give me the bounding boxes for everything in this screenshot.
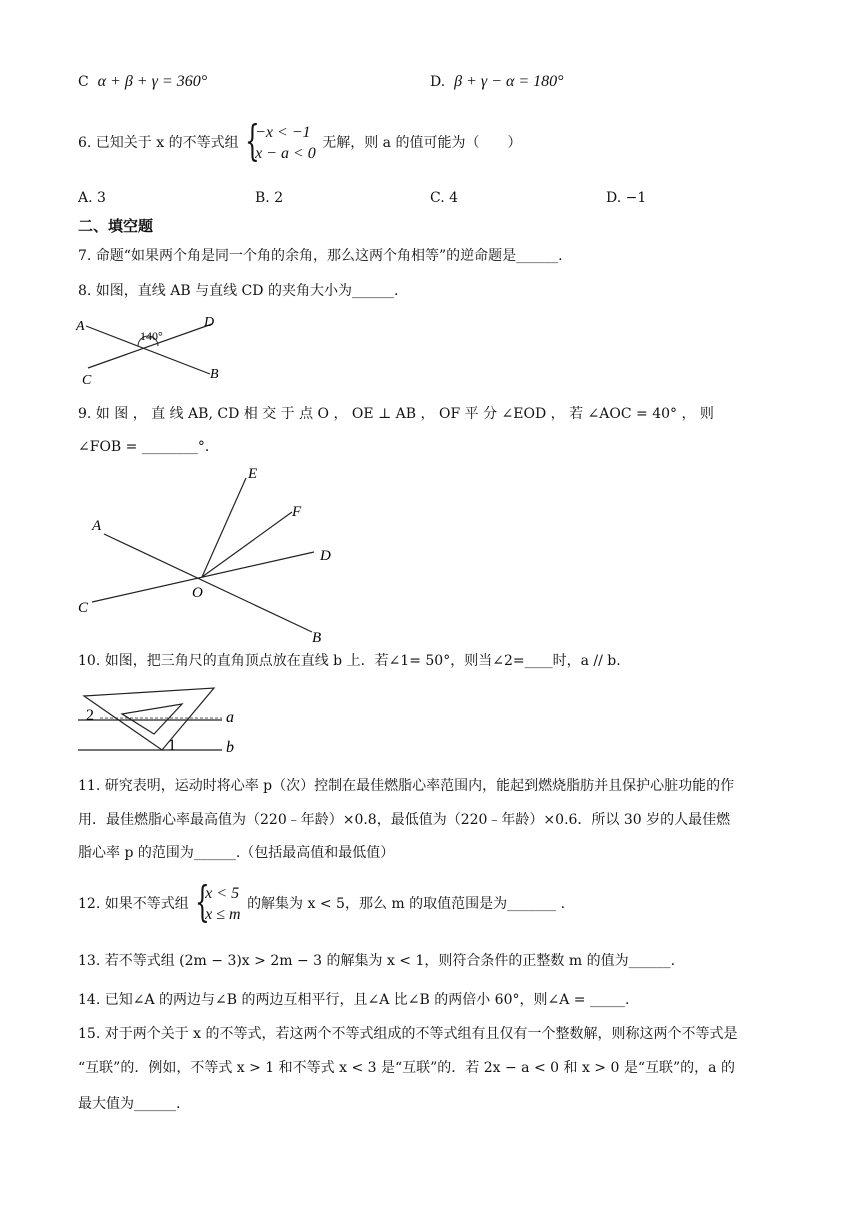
- section-title: 二、填空题: [78, 217, 154, 235]
- q5-option-d: [430, 72, 564, 92]
- q9-label-o: O: [192, 585, 203, 601]
- question-14: 14. 已知∠A 的两边与∠B 的两边互相平行，且∠A 比∠B 的两倍小 60°，则∠A = _____.: [78, 992, 630, 1008]
- q9-label-a: A: [92, 518, 102, 534]
- q10-angle-1: 1: [168, 737, 176, 754]
- q9-label-d: D: [320, 548, 331, 564]
- q10-angle-2: 2: [86, 707, 94, 724]
- question-13: 13. 若不等式组 (2m − 3)x > 2m − 3 的解集为 x < 1，则符合条件的正整数 m 的值为______.: [78, 953, 676, 969]
- question-12: [78, 877, 566, 926]
- q6-system-row-1: −x < −1: [255, 124, 311, 141]
- question-11-line-2: 用．最佳燃脂心率最高值为（220﹣年龄）×0.8，最低值为（220﹣年龄）×0.6．所以 30 岁的人最佳燃: [78, 812, 731, 828]
- question-15-line-3: 最大值为______.: [78, 1096, 181, 1112]
- question-6: [78, 116, 522, 165]
- q12-system-row-1: x < 5: [205, 885, 240, 902]
- q9-label-c: C: [78, 600, 89, 616]
- q6-system-row-2: x − a < 0: [255, 145, 316, 162]
- q8-label-a: A: [76, 319, 85, 334]
- q6-prefix: 6. 已知关于 x 的不等式组: [78, 135, 239, 151]
- q5-option-c: [78, 72, 207, 92]
- q9-figure: [74, 460, 354, 645]
- question-7: 7. 命题“如果两个角是同一个角的余角，那么这两个角相等”的逆命题是______.: [78, 248, 563, 264]
- question-15-line-1: 15. 对于两个关于 x 的不等式，若这两个不等式组成的不等式组有且仅有一个整数解，则称这两个不等式是: [78, 1026, 738, 1042]
- q6-suffix: 无解，则 a 的值可能为（ ）: [322, 135, 522, 151]
- question-11-line-1: 11. 研究表明，运动时将心率 p（次）控制在最佳燃脂心率范围内，能起到燃烧脂肪并且保护心脏功能的作: [78, 778, 735, 794]
- q12-system-row-2: x ≤ m: [205, 906, 241, 923]
- question-10: 10. 如图，把三角尺的直角顶点放在直线 b 上．若∠1= 50°，则当∠2=____时，a // b.: [78, 653, 621, 669]
- question-9-line-1: 9. 如 图 ， 直 线 AB, CD 相 交 于 点 O ， OE ⊥ AB ， OF 平 分 ∠EOD ， 若 ∠AOC = 40° ， 则: [78, 406, 714, 422]
- q6-option-b: B. 2: [255, 190, 284, 206]
- question-8: 8. 如图，直线 AB 与直线 CD 的夹角大小为______.: [78, 283, 399, 299]
- option-c-expression: α + β + γ = 360°: [97, 73, 208, 90]
- option-d-letter: D.: [430, 74, 446, 90]
- option-c-letter: C: [78, 74, 89, 90]
- question-11-line-3: 脂心率 p 的范围为______.（包括最高值和最低值）: [78, 845, 395, 861]
- brace-icon: {: [245, 116, 260, 165]
- q12-inequality-system: [195, 877, 241, 926]
- q6-option-c: C. 4: [430, 190, 459, 206]
- q6-inequality-system: [245, 116, 316, 165]
- q8-angle-label: 140°: [140, 329, 163, 343]
- q8-label-c: C: [82, 373, 92, 388]
- q6-option-d: D. −1: [606, 190, 647, 206]
- q6-option-a: A. 3: [78, 190, 106, 206]
- q8-figure: [74, 312, 234, 388]
- q10-label-a: a: [226, 709, 234, 726]
- brace-icon: {: [195, 877, 210, 926]
- option-d-expression: β + γ − α = 180°: [454, 73, 564, 90]
- q12-prefix: 12. 如果不等式组: [78, 896, 189, 912]
- q9-label-e: E: [248, 466, 258, 482]
- q10-label-b: b: [226, 739, 234, 756]
- question-15-line-2: “互联”的．例如，不等式 x > 1 和不等式 x < 3 是“互联”的．若 2x − a < 0 和 x > 0 是“互联”的，a 的: [78, 1060, 735, 1076]
- q10-figure: [76, 684, 256, 760]
- question-9-line-2: ∠FOB = ________°.: [78, 439, 210, 455]
- q9-label-f: F: [292, 504, 302, 520]
- q9-label-b: B: [312, 630, 322, 646]
- q8-label-d: D: [204, 315, 215, 330]
- q8-label-b: B: [210, 367, 219, 382]
- q12-suffix: 的解集为 x < 5，那么 m 的取值范围是为_______ .: [247, 896, 566, 912]
